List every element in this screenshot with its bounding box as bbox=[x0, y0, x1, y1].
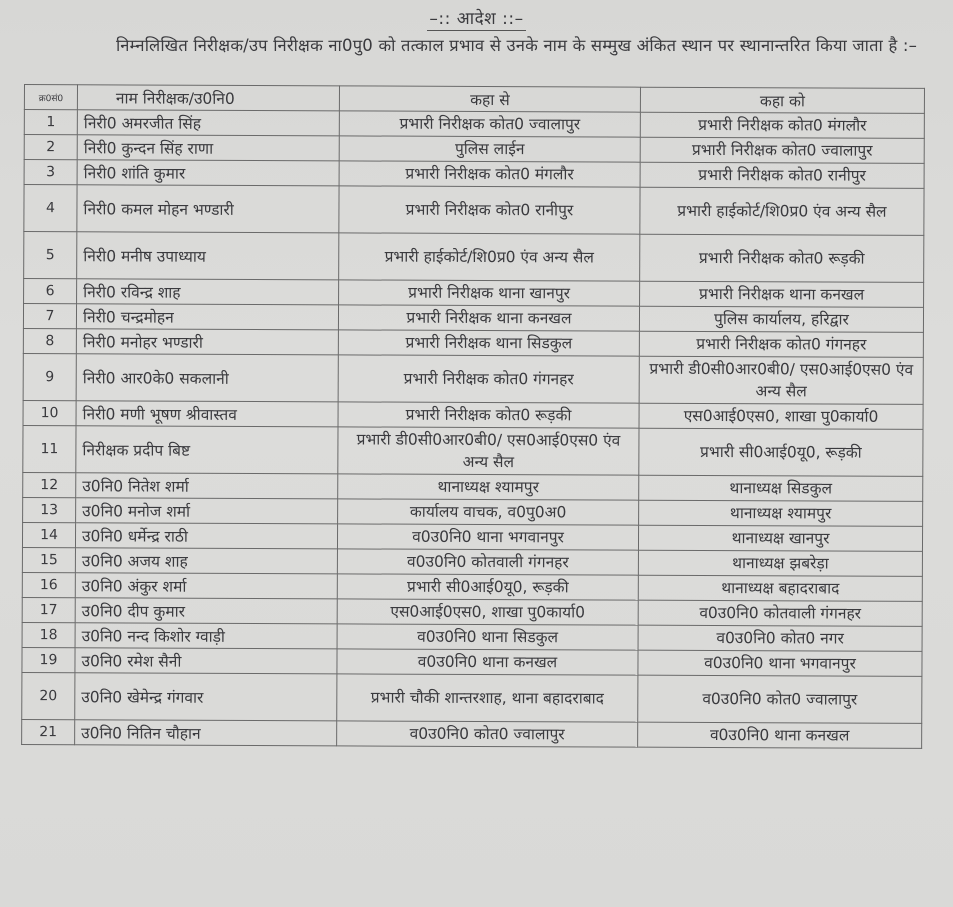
order-heading bbox=[0, 6, 953, 29]
cell-serial: 4 bbox=[24, 185, 77, 232]
header-name: नाम निरीक्षक/उ0नि0 bbox=[77, 85, 339, 111]
cell-serial: 10 bbox=[23, 400, 76, 425]
table-row bbox=[22, 522, 922, 551]
cell-name: उ0नि0 दीप कुमार bbox=[75, 598, 337, 624]
cell-to: प्रभारी निरीक्षक कोत0 मंगलौर bbox=[640, 112, 924, 138]
cell-serial: 19 bbox=[22, 647, 75, 672]
cell-name: निरी0 चन्द्रमोहन bbox=[76, 304, 338, 330]
cell-serial: 13 bbox=[23, 497, 76, 522]
header-to: कहा को bbox=[640, 87, 924, 113]
cell-to: प्रभारी डी0सी0आर0बी0/ एस0आई0एस0 एंव अन्य सैल bbox=[639, 356, 923, 404]
cell-name: निरीक्षक प्रदीप बिष्ट bbox=[76, 426, 338, 474]
header-serial-number: क्र0सं0 bbox=[24, 85, 77, 110]
header-from: कहा से bbox=[339, 86, 640, 112]
transfer-table bbox=[21, 84, 925, 749]
cell-name: निरी0 मनोहर भण्डारी bbox=[76, 329, 338, 355]
cell-to: थानाध्यक्ष झबरेड़ा bbox=[638, 550, 922, 576]
cell-serial: 7 bbox=[23, 304, 76, 329]
cell-name: उ0नि0 अंकुर शर्मा bbox=[75, 573, 337, 599]
table-row bbox=[22, 597, 922, 626]
cell-name: निरी0 रविन्द्र शाह bbox=[77, 279, 339, 305]
cell-from: प्रभारी हाईकोर्ट/शि0प्र0 एंव अन्य सैल bbox=[339, 233, 640, 281]
cell-to: थानाध्यक्ष श्यामपुर bbox=[639, 500, 923, 526]
order-heading-text: –:: आदेश ::– bbox=[429, 9, 524, 29]
table-row bbox=[24, 110, 924, 139]
cell-name: उ0नि0 मनोज शर्मा bbox=[76, 498, 338, 524]
cell-serial: 2 bbox=[24, 135, 77, 160]
cell-name: उ0नि0 अजय शाह bbox=[75, 548, 337, 574]
cell-from: प्रभारी सी0आई0यू0, रूड़की bbox=[337, 574, 638, 600]
cell-name: उ0नि0 खेमेन्द्र गंगवार bbox=[75, 673, 337, 721]
cell-to: पुलिस कार्यालय, हरिद्वार bbox=[639, 306, 923, 332]
cell-name: उ0नि0 धर्मेन्द्र राठी bbox=[75, 523, 337, 549]
cell-name: उ0नि0 नन्द किशोर ग्वाड़ी bbox=[75, 623, 337, 649]
cell-from: कार्यालय वाचक, व0पु0अ0 bbox=[338, 499, 639, 525]
cell-to: व0उ0नि0 कोतवाली गंगनहर bbox=[638, 600, 922, 626]
table-row bbox=[23, 400, 923, 429]
cell-to: थानाध्यक्ष बहादराबाद bbox=[638, 575, 922, 601]
cell-name: निरी0 आर0के0 सकलानी bbox=[76, 354, 338, 402]
table-row bbox=[23, 353, 923, 404]
table-row bbox=[23, 304, 923, 333]
cell-to: व0उ0नि0 थाना भगवानपुर bbox=[638, 650, 922, 676]
order-intro-paragraph: निम्नलिखित निरीक्षक/उप निरीक्षक ना0पु0 को तत्काल प्रभाव से उनके नाम के सम्मुख अंकित स्थान पर स्थानान्तरित किया जाता है :– bbox=[116, 36, 918, 55]
cell-from: व0उ0नि0 थाना सिडकुल bbox=[337, 624, 638, 650]
table-row bbox=[24, 185, 924, 236]
cell-from: पुलिस लाईन bbox=[339, 136, 640, 162]
cell-serial: 20 bbox=[22, 672, 75, 719]
cell-name: उ0नि0 नितिन चौहान bbox=[75, 720, 337, 746]
cell-from: एस0आई0एस0, शाखा पु0कार्या0 bbox=[337, 599, 638, 625]
cell-serial: 5 bbox=[24, 232, 77, 279]
table-row bbox=[24, 160, 924, 189]
cell-to: प्रभारी निरीक्षक कोत0 गंगनहर bbox=[639, 331, 923, 357]
cell-serial: 15 bbox=[22, 547, 75, 572]
cell-from: प्रभारी निरीक्षक थाना कनखल bbox=[338, 305, 639, 331]
cell-from: प्रभारी निरीक्षक कोत0 रानीपुर bbox=[339, 186, 640, 234]
cell-serial: 6 bbox=[24, 279, 77, 304]
table-row bbox=[23, 497, 923, 526]
cell-serial: 14 bbox=[22, 522, 75, 547]
cell-serial: 18 bbox=[22, 622, 75, 647]
cell-to: व0उ0नि0 कोत0 ज्वालापुर bbox=[638, 675, 922, 723]
table-row bbox=[22, 572, 922, 601]
cell-name: निरी0 शांति कुमार bbox=[77, 160, 339, 186]
cell-from: व0उ0नि0 थाना कनखल bbox=[337, 649, 638, 675]
cell-from: प्रभारी चौकी शान्तरशाह, थाना बहादराबाद bbox=[337, 674, 638, 722]
table-row bbox=[24, 232, 924, 283]
cell-from: प्रभारी निरीक्षक कोत0 गंगनहर bbox=[338, 355, 639, 403]
table-row bbox=[22, 719, 922, 748]
table-row bbox=[22, 647, 922, 676]
cell-from: प्रभारी निरीक्षक कोत0 रूड़की bbox=[338, 402, 639, 428]
table-row bbox=[23, 472, 923, 501]
table-row bbox=[22, 547, 922, 576]
cell-to: प्रभारी हाईकोर्ट/शि0प्र0 एंव अन्य सैल bbox=[640, 187, 924, 235]
cell-serial: 17 bbox=[22, 597, 75, 622]
table-row bbox=[24, 135, 924, 164]
cell-from: व0उ0नि0 कोत0 ज्वालापुर bbox=[337, 721, 638, 747]
cell-serial: 21 bbox=[22, 719, 75, 744]
table-header-row bbox=[24, 85, 924, 114]
cell-from: प्रभारी निरीक्षक कोत0 ज्वालापुर bbox=[339, 111, 640, 137]
cell-serial: 12 bbox=[23, 472, 76, 497]
cell-serial: 9 bbox=[23, 353, 76, 400]
table-row bbox=[23, 328, 923, 357]
cell-name: निरी0 कमल मोहन भण्डारी bbox=[77, 185, 339, 233]
cell-from: थानाध्यक्ष श्यामपुर bbox=[338, 474, 639, 500]
cell-name: निरी0 अमरजीत सिंह bbox=[77, 110, 339, 136]
table-row bbox=[23, 425, 923, 476]
table-row bbox=[22, 622, 922, 651]
cell-name: उ0नि0 नितेश शर्मा bbox=[76, 473, 338, 499]
cell-to: थानाध्यक्ष सिडकुल bbox=[639, 475, 923, 501]
cell-serial: 1 bbox=[24, 110, 77, 135]
table-row bbox=[22, 672, 922, 723]
cell-serial: 3 bbox=[24, 160, 77, 185]
cell-serial: 16 bbox=[22, 572, 75, 597]
cell-to: प्रभारी निरीक्षक कोत0 रूड़की bbox=[640, 234, 924, 282]
cell-name: निरी0 मनीष उपाध्याय bbox=[77, 232, 339, 280]
cell-to: एस0आई0एस0, शाखा पु0कार्या0 bbox=[639, 403, 923, 429]
cell-from: प्रभारी डी0सी0आर0बी0/ एस0आई0एस0 एंव अन्य सैल bbox=[338, 427, 639, 475]
cell-name: उ0नि0 रमेश सैनी bbox=[75, 648, 337, 674]
table-row bbox=[24, 279, 924, 308]
cell-name: निरी0 मणी भूषण श्रीवास्तव bbox=[76, 401, 338, 427]
cell-from: प्रभारी निरीक्षक थाना खानपुर bbox=[339, 280, 640, 306]
cell-serial: 11 bbox=[23, 425, 76, 472]
cell-from: व0उ0नि0 थाना भगवानपुर bbox=[337, 524, 638, 550]
cell-to: प्रभारी निरीक्षक कोत0 ज्वालापुर bbox=[640, 137, 924, 163]
cell-to: व0उ0नि0 कोत0 नगर bbox=[638, 625, 922, 651]
cell-to: थानाध्यक्ष खानपुर bbox=[638, 525, 922, 551]
cell-from: व0उ0नि0 कोतवाली गंगनहर bbox=[337, 549, 638, 575]
cell-to: प्रभारी सी0आई0यू0, रूड़की bbox=[639, 428, 923, 476]
cell-to: प्रभारी निरीक्षक कोत0 रानीपुर bbox=[640, 162, 924, 188]
cell-serial: 8 bbox=[23, 328, 76, 353]
cell-from: प्रभारी निरीक्षक थाना सिडकुल bbox=[338, 330, 639, 356]
cell-to: व0उ0नि0 थाना कनखल bbox=[638, 722, 922, 748]
cell-from: प्रभारी निरीक्षक कोत0 मंगलौर bbox=[339, 161, 640, 187]
cell-to: प्रभारी निरीक्षक थाना कनखल bbox=[640, 281, 924, 307]
cell-name: निरी0 कुन्दन सिंह राणा bbox=[77, 135, 339, 161]
